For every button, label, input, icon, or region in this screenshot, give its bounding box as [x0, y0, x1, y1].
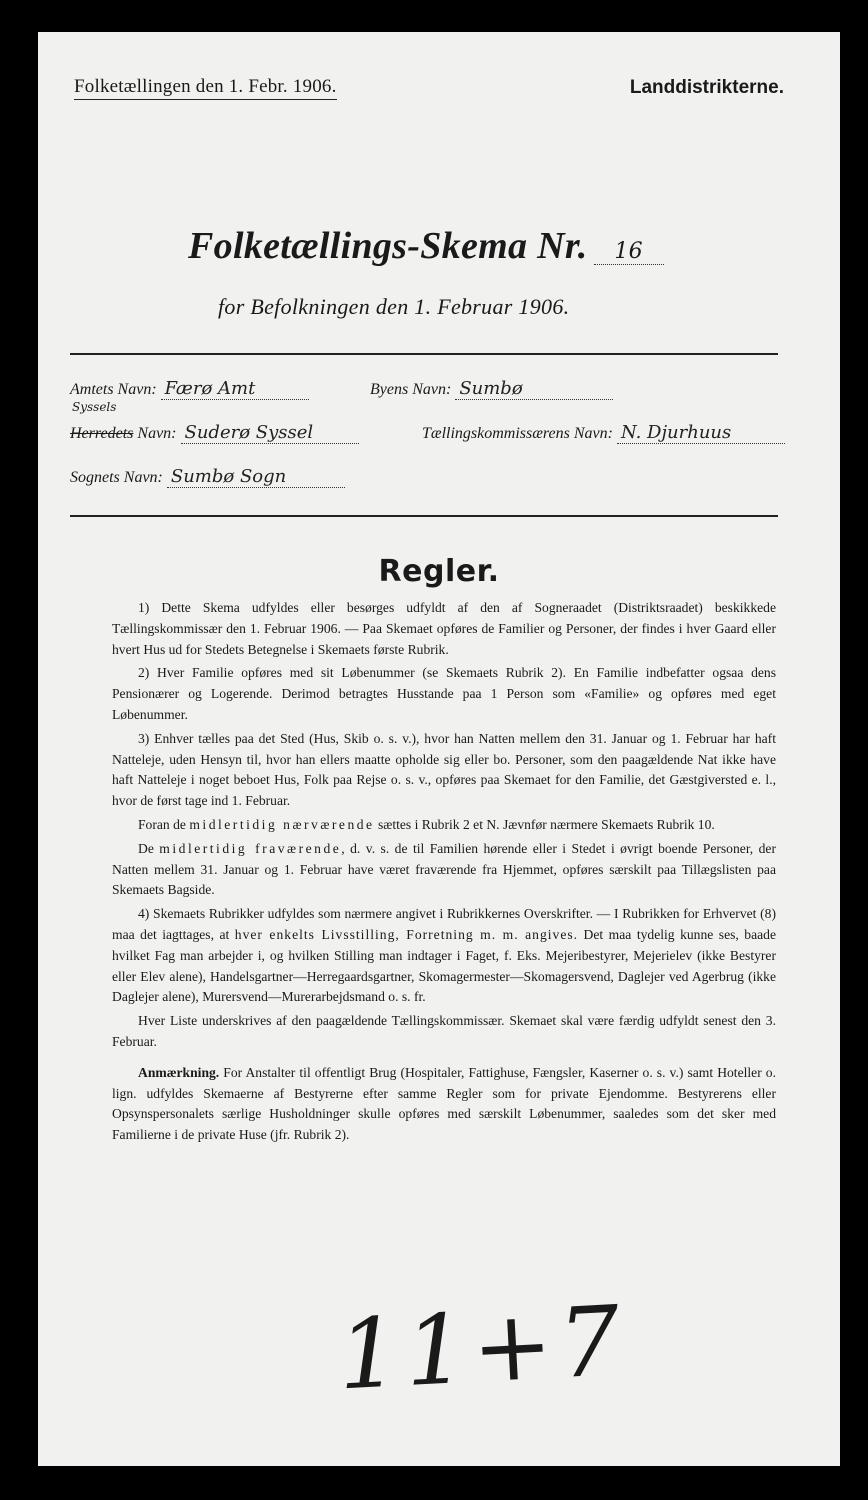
- form-subtitle: for Befolkningen den 1. Februar 1906.: [218, 294, 570, 319]
- kommissaer-label: Tællingskommissærens Navn:: [422, 425, 613, 442]
- sogn-field: [70, 466, 345, 488]
- rule-paragraph: [112, 839, 776, 901]
- byens-field: [370, 378, 613, 400]
- herred-label-correction: Syssels: [72, 400, 117, 414]
- herred-value: Suderø Syssel: [181, 422, 359, 444]
- rule-paragraph: [112, 904, 776, 1008]
- herred-field: [70, 400, 359, 444]
- sogn-label: Sognets Navn:: [70, 469, 163, 486]
- rule-spaced-text: midlertidig fraværende: [159, 840, 342, 856]
- rules-heading: Regler.: [378, 554, 500, 589]
- amt-value: Færø Amt: [161, 378, 309, 400]
- header-district-type: Landdistrikterne.: [629, 77, 784, 98]
- byens-label: Byens Navn:: [370, 381, 452, 398]
- herred-label-suffix: Navn:: [137, 425, 177, 442]
- amt-field: [70, 378, 309, 400]
- kommissaer-field: [422, 422, 785, 444]
- rule-text: De: [138, 840, 160, 856]
- rule-paragraph: 2) Hver Familie opføres med sit Løbenummer (se Skemaets Rubrik 2). En Familie indbefatter ogsaa dens Pensionærer og Logerende. Derimod betragtes Husstande paa 1 Person som «Familie» og opføres med eget Løbenummer.: [112, 665, 776, 722]
- form-title-text: Folketællings-Skema Nr.: [188, 225, 588, 267]
- header-census-date: Folketællingen den 1. Febr. 1906.: [74, 76, 337, 100]
- rules-body: [112, 598, 776, 1149]
- amt-label: Amtets Navn:: [70, 381, 157, 398]
- rule-paragraph: [112, 815, 776, 836]
- form-title: [188, 224, 664, 268]
- note-text: For Anstalter til offentligt Brug (Hospitaler, Fattighuse, Fængsler, Kaserner o. s. v.) samt Hoteller o. lign. udfyldes Skemaerne af Bestyrerne efter samme Regler som for private Ejendomme. Bestyrerens eller Opsynspersonalets særlige Husholdninger skulle opføres med særskilt Løbenummer, saaledes som det sker med Familierne i de private Huse (jfr. Rubrik 2).: [112, 1064, 776, 1143]
- rule-note-paragraph: [112, 1063, 776, 1146]
- rule-paragraph: Hver Liste underskrives af den paagældende Tællingskommissær. Skemaet skal være færdig udfyldt senest den 3. Februar.: [112, 1013, 776, 1049]
- rule-text: sættes i Rubrik 2 et N. Jævnfør nærmere Skemaets Rubrik 10.: [374, 816, 715, 832]
- byens-value: Sumbø: [455, 378, 613, 400]
- form-number-value: 16: [594, 239, 664, 265]
- kommissaer-value: N. Djurhuus: [617, 422, 785, 444]
- rule-spaced-text: midlertidig nærværende: [189, 816, 375, 832]
- handwritten-mark: 11+7: [335, 1284, 629, 1412]
- rule-paragraph: 3) Enhver tælles paa det Sted (Hus, Skib o. s. v.), hvor han Natten mellem den 31. Januar og 1. Februar har haft Natteleje, uden Hensyn til, hvor han ellers maatte opholde sig eller bo. Personer, som den paagældende Nat ikke have haft Natteleje i noget beboet Hus, Folk paa Rejse o. s. v., opføres paa Skemaet for den Familie, det Gæstgiversted e. l., hvor de først tage ind 1. Februar.: [112, 730, 776, 809]
- rule-text: Foran de: [138, 816, 190, 832]
- rule-spaced-text: hver enkelts Livsstilling, Forretning m. m. angives.: [234, 926, 579, 942]
- herred-label-struck: Herredets: [70, 425, 134, 442]
- rule-text: Det maa tydelig kunne ses, baade hvilket Fag man arbejder i, og hvilken Stilling man indtager i Faget, f. Eks. Mejeribestyrer, Mejerielev (ikke Bestyrer eller Elev alene), Handelsgartner—Herregaardsgartner, Skomagermester—Skomagersvend, Daglejer ved Agerbrug (ikke Daglejer alene), Murersvend—Murerarbejdsmand o. s. fr.: [112, 926, 777, 1005]
- sogn-value: Sumbø Sogn: [167, 466, 345, 488]
- census-form-page: [38, 32, 840, 1466]
- rule-text: 4) Skemaets Rubrikker udfyldes som nærmere angivet i Rubrikkernes Overskrifter. — I Rubrikken for Erhvervet (8) maa det iagttages, at: [112, 906, 776, 942]
- rule-paragraph: 1) Dette Skema udfyldes eller besørges udfyldt af den af Sogneraadet (Distriktsraadet) beskikkede Tællingskommissær den 1. Februar 1906. — Paa Skemaet opføres de Familier og Personer, der findes i hver Gaard eller hvert Hus ud for Stedets Betegnelse i Skemaets første Rubrik.: [112, 600, 776, 657]
- note-label: Anmærkning.: [138, 1064, 220, 1080]
- divider-bottom: [70, 515, 778, 517]
- rule-text: , d. v. s. de til Familien hørende eller i Stedet i øvrigt boende Personer, der Natten mellem 31. Januar og 1. Februar have været fraværende fra Hjemmet, opføres særskilt paa Tillægslisten paa Skemaets Bagside.: [112, 840, 776, 898]
- divider-top: [70, 353, 778, 355]
